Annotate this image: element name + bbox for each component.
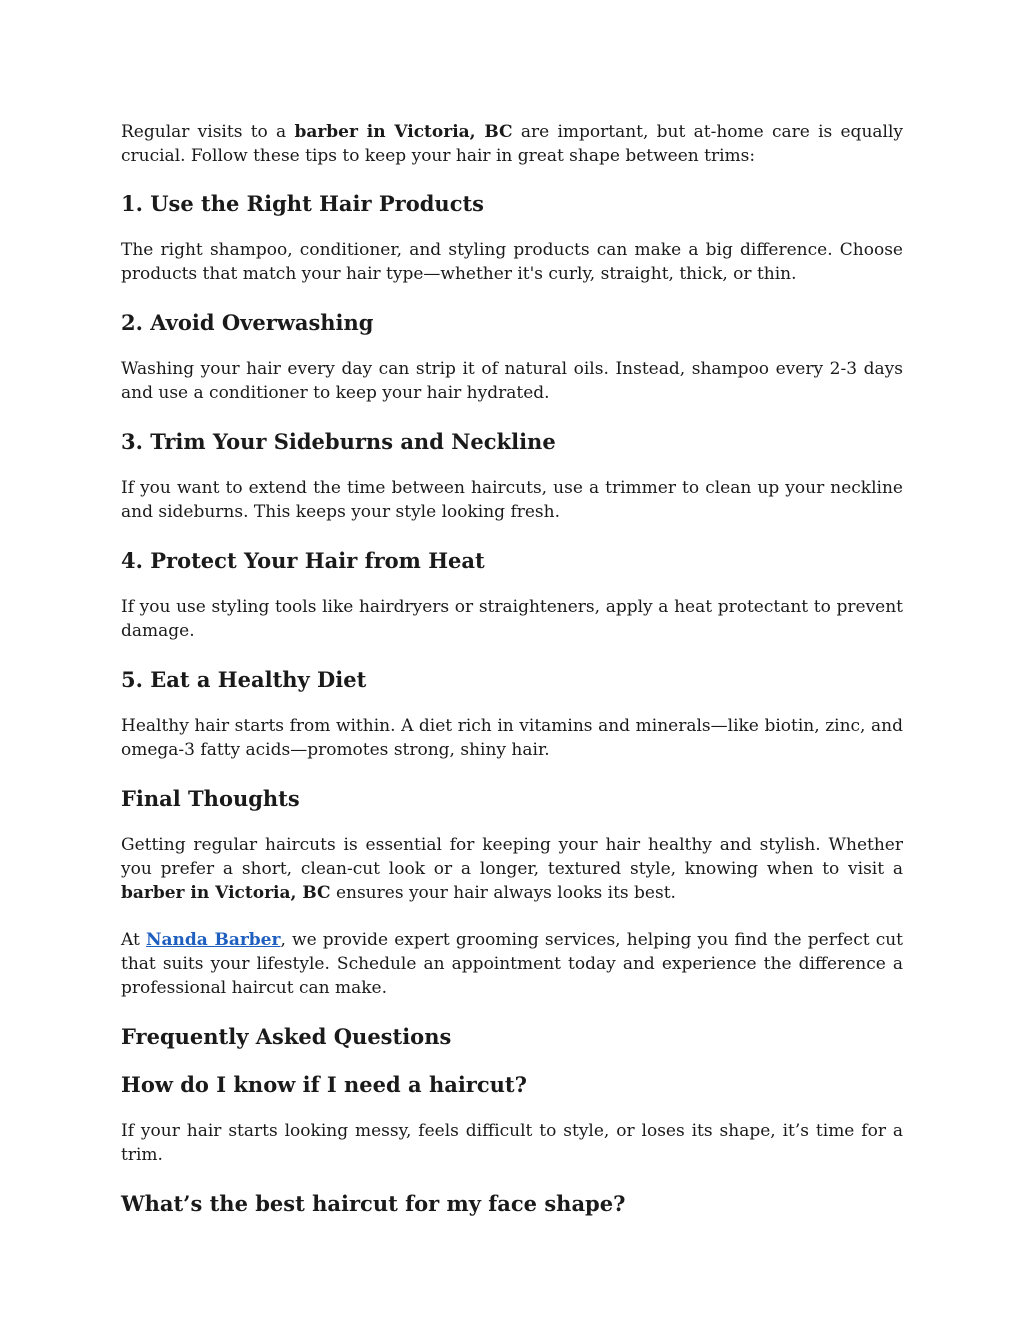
section-heading-5: 5. Eat a Healthy Diet — [121, 667, 367, 692]
section-heading-3: 3. Trim Your Sideburns and Neckline — [121, 429, 556, 454]
faq-answer-1: If your hair starts looking messy, feels difficult to style, or loses its shape, it’s time for a trim. — [121, 1121, 903, 1165]
final-p1-pre: Getting regular haircuts is essential for keeping your hair healthy and stylish. Whether you prefer a short, clean-cut look or a longer, textured style, knowing when to visit a — [121, 835, 903, 879]
faq-question-1: How do I know if I need a haircut? — [121, 1072, 527, 1097]
section-body-1: The right shampoo, conditioner, and styling products can make a big difference. Choose products that match your hair type—whether it's curly, straight, thick, or thin. — [121, 240, 903, 284]
section-body-4: If you use styling tools like hairdryers or straighteners, apply a heat protectant to prevent damage. — [121, 597, 903, 641]
nanda-barber-link[interactable]: Nanda Barber — [145, 930, 281, 950]
section-body-2: Washing your hair every day can strip it of natural oils. Instead, shampoo every 2-3 days and use a conditioner to keep your hair hydrated. — [121, 359, 903, 403]
section-heading-4: 4. Protect Your Hair from Heat — [121, 548, 485, 573]
faq-question-2: What’s the best haircut for my face shape? — [121, 1191, 626, 1216]
final-p1-bold: barber in Victoria, BC — [121, 883, 331, 903]
final-thoughts-paragraph-1 — [121, 833, 903, 905]
document-page — [121, 120, 903, 1238]
final-p2-pre: At — [121, 930, 146, 950]
section-heading-2: 2. Avoid Overwashing — [121, 310, 374, 335]
intro-paragraph — [121, 120, 903, 168]
section-body-3: If you want to extend the time between haircuts, use a trimmer to clean up your neckline and sideburns. This keeps your style looking fresh. — [121, 478, 903, 522]
section-body-5: Healthy hair starts from within. A diet rich in vitamins and minerals—like biotin, zinc, and omega-3 fatty acids—promotes strong, shiny hair. — [121, 716, 903, 760]
section-heading-1: 1. Use the Right Hair Products — [121, 191, 484, 216]
intro-text-bold: barber in Victoria, BC — [294, 122, 513, 142]
final-thoughts-heading: Final Thoughts — [121, 786, 300, 811]
final-p2-post: , we provide expert grooming services, helping you find the perfect cut that suits your lifestyle. Schedule an appointment today and experience the difference a professional haircut can make. — [121, 930, 904, 998]
final-thoughts-paragraph-2 — [121, 928, 903, 1000]
intro-text-post: are important, but at-home care is equally crucial. Follow these tips to keep your hair in great shape between trims: — [121, 122, 904, 166]
final-p1-post: ensures your hair always looks its best. — [330, 883, 676, 903]
faq-heading: Frequently Asked Questions — [121, 1024, 452, 1049]
intro-text-pre: Regular visits to a — [121, 122, 295, 142]
